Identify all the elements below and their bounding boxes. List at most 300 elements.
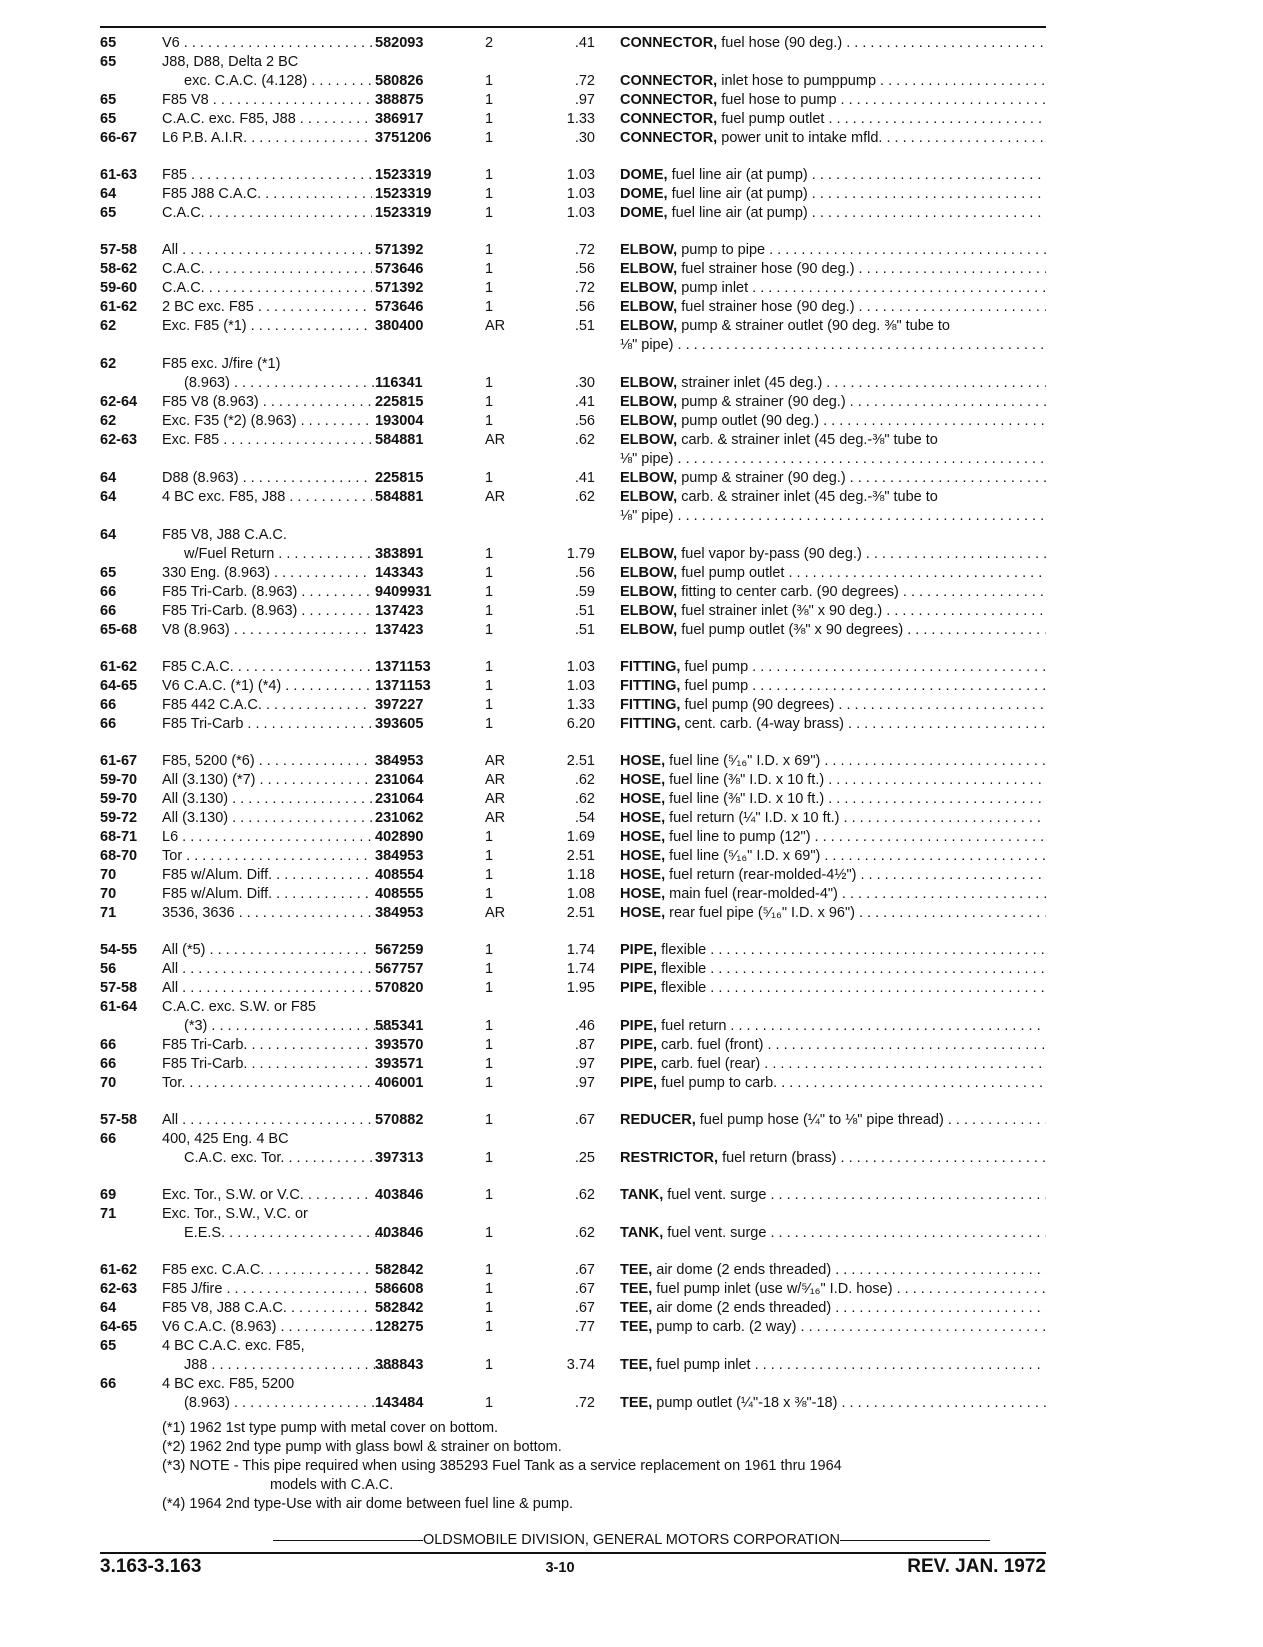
application [162,790,372,809]
part-description: fuel strainer inlet (⅜" x 90 deg.) [681,603,883,619]
part-description: flexible [661,942,707,958]
part-name: FITTING, [620,678,681,694]
footnote [0,1438,1263,1457]
quantity: 1 [485,205,494,221]
table-row [0,110,1263,129]
part-number: 408554 [375,867,424,883]
model-year: 64 [100,489,117,505]
part-description: fuel return (¼" I.D. x 10 ft.) [669,810,840,826]
part-number: 1523319 [375,205,432,221]
part-description: fuel line air (at pump) [671,186,808,202]
model-year: 68-70 [100,848,138,864]
quantity: 1 [485,716,494,732]
quantity: 1 [485,1225,494,1241]
part-description: pump & strainer (90 deg.) [681,470,846,486]
description-continuation-text: ⅛" pipe) [620,508,674,524]
part-number: 393571 [375,1056,424,1072]
part-name: HOSE, [620,753,666,769]
application-text: C.A.C. [162,205,205,221]
footnote [0,1419,1263,1438]
description [620,431,1046,450]
part-name: TEE, [620,1357,653,1373]
application [162,941,372,960]
application [162,545,394,564]
quantity: AR [485,432,506,448]
part-description: flexible [661,980,707,996]
part-description: fuel line air (at pump) [671,167,808,183]
model-year: 57-58 [100,980,138,996]
table-row-continuation [0,507,1263,526]
application [162,1149,394,1168]
application-text: C.A.C. [162,280,205,296]
part-number: 582842 [375,1300,424,1316]
part-name: PIPE, [620,1075,658,1091]
part-description: fuel return (brass) [722,1150,837,1166]
footnotes [0,1419,1263,1514]
description [620,771,1046,790]
description [620,91,1046,110]
application-text: D88 (8.963) [162,470,239,486]
part-description: fuel pump outlet [721,111,825,127]
model-year: 59-70 [100,791,138,807]
price: 1.03 [566,205,595,221]
application-text: Tor [162,848,183,864]
part-name: ELBOW, [620,280,678,296]
part-number: 9409931 [375,584,432,600]
table-row [0,545,1263,564]
quantity: AR [485,318,506,334]
model-year: 54-55 [100,942,138,958]
quantity: 1 [485,848,494,864]
part-number: 586608 [375,1281,424,1297]
model-year: 66 [100,603,117,619]
application [162,1111,372,1130]
description [620,979,1046,998]
application [162,1318,372,1337]
application [162,602,372,621]
quantity: 1 [485,186,494,202]
part-name: ELBOW, [620,375,678,391]
top-rule [100,26,1046,28]
application-text: C.A.C. exc. Tor. [184,1150,285,1166]
model-year: 62-63 [100,1281,138,1297]
application [162,1186,372,1205]
part-description: pump & strainer (90 deg.) [681,394,846,410]
description [620,129,1046,148]
part-number: 585341 [375,1018,424,1034]
price: .56 [574,299,595,315]
page-number: 3-10 [545,1560,575,1576]
part-number: 571392 [375,280,424,296]
application-text: F85 Tri-Carb. (8.963) [162,584,298,600]
table-row [0,298,1263,317]
table-row [0,752,1263,771]
part-description: fuel return (rear-molded-4½") [669,867,857,883]
part-number: 137423 [375,603,424,619]
description [620,941,1046,960]
footnote [0,1457,1263,1495]
part-name: HOSE, [620,867,666,883]
table-row [0,771,1263,790]
application [162,1017,394,1036]
quantity: 1 [485,867,494,883]
application [162,1074,372,1093]
part-number: 3751206 [375,130,432,146]
model-year: 65-68 [100,622,138,638]
price: .25 [574,1150,595,1166]
part-description: fuel vent. surge [667,1225,767,1241]
part-group [0,1261,1263,1413]
part-number: 386917 [375,111,424,127]
application-text: 400, 425 Eng. 4 BC [162,1131,289,1147]
price: .72 [574,280,595,296]
application-text: F85 exc. C.A.C. [162,1262,265,1278]
part-description: fitting to center carb. (90 degrees) [681,584,899,600]
quantity: 1 [485,584,494,600]
description [620,602,1046,621]
quantity: 1 [485,942,494,958]
application-text: All (*5) [162,942,206,958]
application [162,1261,372,1280]
part-number: 570882 [375,1112,424,1128]
table-row [0,904,1263,923]
application-text: F85 V8, J88 C.A.C. [162,527,287,543]
part-description: fuel line (⅜" I.D. x 10 ft.) [669,791,825,807]
part-number: 1371153 [375,659,431,675]
part-description: cent. carb. (4-way brass) [684,716,845,732]
part-number: 584881 [375,489,424,505]
price: .51 [574,318,595,334]
part-name: ELBOW, [620,242,678,258]
quantity: 1 [485,546,494,562]
part-name: ELBOW, [620,299,678,315]
part-name: TEE, [620,1262,653,1278]
model-year: 61-62 [100,1262,138,1278]
table-row [0,53,1263,72]
model-year: 66 [100,1056,117,1072]
quantity: 1 [485,1300,494,1316]
part-number: 571392 [375,242,424,258]
price: 2.51 [566,848,595,864]
application [162,393,372,412]
application [162,1299,372,1318]
description [620,166,1046,185]
part-number: 193004 [375,413,424,429]
price: .72 [574,73,595,89]
division-name: OLDSMOBILE DIVISION, GENERAL MOTORS CORPORATION [422,1532,841,1548]
quantity: AR [485,905,506,921]
price: 6.20 [566,716,595,732]
part-description: fuel pump inlet [656,1357,751,1373]
description [620,828,1046,847]
model-year: 62 [100,356,117,372]
description [620,1036,1046,1055]
part-number: 231064 [375,791,424,807]
model-year: 70 [100,1075,117,1091]
price: .97 [574,92,595,108]
application-text: F85 V8 (8.963) [162,394,259,410]
price: .41 [574,394,595,410]
application-text: 4 BC exc. F85, 5200 [162,1376,295,1392]
description [620,790,1046,809]
footnote-text: (*3) NOTE - This pipe required when using 385293 Fuel Tank as a service replacement on 1961 thru 1964 [162,1458,842,1474]
price: .59 [574,584,595,600]
description [620,866,1046,885]
table-row [0,166,1263,185]
table-row [0,847,1263,866]
price: .51 [574,603,595,619]
part-name: PIPE, [620,961,658,977]
price: .87 [574,1037,595,1053]
model-year: 66 [100,1131,117,1147]
table-row [0,941,1263,960]
description [620,1394,1046,1413]
parts-catalog-table [0,34,1263,1514]
part-description: air dome (2 ends threaded) [656,1300,832,1316]
price: .46 [574,1018,595,1034]
part-number: 231064 [375,772,424,788]
quantity: AR [485,753,506,769]
price: .97 [574,1075,595,1091]
application [162,1356,394,1375]
application [162,715,372,734]
quantity: 1 [485,394,494,410]
application-text: 2 BC exc. F85 [162,299,254,315]
table-row [0,1130,1263,1149]
part-description: main fuel (rear-molded-4") [669,886,838,902]
description [620,1261,1046,1280]
model-year: 61-63 [100,167,138,183]
application [162,752,372,771]
price: .30 [574,375,595,391]
application [162,72,394,91]
application [162,621,372,640]
price: 1.69 [566,829,595,845]
model-year: 61-62 [100,299,138,315]
model-year: 64 [100,186,117,202]
application [162,904,372,923]
application [162,1280,372,1299]
description [620,658,1046,677]
description [620,393,1046,412]
part-number: 582842 [375,1262,424,1278]
table-row [0,1261,1263,1280]
application-text: C.A.C. exc. S.W. or F85 [162,999,316,1015]
application-text: (8.963) [184,375,230,391]
table-row [0,1356,1263,1375]
description [620,110,1046,129]
model-year: 56 [100,961,117,977]
application-text: F85 V8 [162,92,209,108]
table-row [0,241,1263,260]
application-text: F85 C.A.C. [162,659,234,675]
application-text: F85 Tri-Carb. [162,1037,248,1053]
description-continuation-text: ⅛" pipe) [620,337,674,353]
table-row [0,828,1263,847]
part-number: 567259 [375,942,424,958]
description-continuation [620,336,1046,355]
part-description: flexible [661,961,707,977]
price: .62 [574,432,595,448]
quantity: 1 [485,1262,494,1278]
part-name: PIPE, [620,1018,658,1034]
table-row [0,715,1263,734]
part-description: fuel pump (90 degrees) [684,697,835,713]
model-year: 65 [100,565,117,581]
application [162,1205,372,1224]
application-text: C.A.C. [162,261,205,277]
description-continuation-text: ⅛" pipe) [620,451,674,467]
quantity: 1 [485,1150,494,1166]
part-name: DOME, [620,186,668,202]
application [162,110,372,129]
application-text: F85 w/Alum. Diff. [162,867,273,883]
description [620,1111,1046,1130]
application [162,847,372,866]
application-text: J88, D88, Delta 2 BC [162,54,299,70]
part-description: carb. fuel (front) [661,1037,764,1053]
part-description: power unit to intake mfld. [721,130,883,146]
quantity: 2 [485,35,494,51]
application-text: exc. C.A.C. (4.128) [184,73,308,89]
application-text: All (3.130) (*7) [162,772,256,788]
application [162,677,372,696]
model-year: 71 [100,905,117,921]
table-row [0,1055,1263,1074]
part-description: fuel strainer hose (90 deg.) [681,299,855,315]
model-year: 65 [100,54,117,70]
model-year: 59-70 [100,772,138,788]
model-year: 70 [100,886,117,902]
part-group [0,1186,1263,1243]
application-text: C.A.C. exc. F85, J88 [162,111,296,127]
table-row [0,658,1263,677]
part-name: TEE, [620,1300,653,1316]
description [620,809,1046,828]
model-year: 66 [100,584,117,600]
price: .97 [574,1056,595,1072]
table-row [0,34,1263,53]
model-year: 59-60 [100,280,138,296]
table-row [0,583,1263,602]
model-year: 64 [100,527,117,543]
price: 1.79 [566,546,595,562]
application [162,1375,372,1394]
part-number: 116341 [375,375,423,391]
application-text: F85 [162,167,187,183]
application-text: (8.963) [184,1395,230,1411]
description-continuation [620,450,1046,469]
table-row [0,129,1263,148]
quantity: 1 [485,1281,494,1297]
part-number: 397313 [375,1150,424,1166]
part-group [0,941,1263,1093]
description [620,279,1046,298]
model-year: 57-58 [100,1112,138,1128]
table-row [0,469,1263,488]
table-row [0,317,1263,336]
part-description: fuel line (⁵⁄₁₆" I.D. x 69") [669,753,821,769]
part-name: ELBOW, [620,565,678,581]
quantity: AR [485,772,506,788]
footnote [0,1495,1263,1514]
part-number: 384953 [375,848,424,864]
part-number: 397227 [375,697,424,713]
description [620,185,1046,204]
model-year: 66 [100,1376,117,1392]
price: .62 [574,791,595,807]
model-year: 65 [100,111,117,127]
application [162,696,372,715]
application-text: All [162,242,179,258]
price: 2.51 [566,905,595,921]
part-number: 570820 [375,980,424,996]
application [162,91,372,110]
part-number: 408555 [375,886,424,902]
application-text: All [162,1112,179,1128]
part-description: pump to pipe [681,242,766,258]
table-row [0,1111,1263,1130]
part-number: 393570 [375,1037,424,1053]
application [162,355,372,374]
price: .62 [574,772,595,788]
table-row [0,1186,1263,1205]
part-description: fuel pump [684,659,749,675]
quantity: 1 [485,659,494,675]
table-row [0,1299,1263,1318]
application-text: Exc. F85 [162,432,220,448]
part-name: TEE, [620,1319,653,1335]
table-row [0,279,1263,298]
model-year: 57-58 [100,242,138,258]
price: .67 [574,1300,595,1316]
part-name: ELBOW, [620,546,678,562]
application [162,204,372,223]
part-description: fuel pump outlet (⅜" x 90 degrees) [681,622,904,638]
part-description: pump outlet (90 deg.) [681,413,820,429]
part-name: HOSE, [620,886,666,902]
price: .41 [574,35,595,51]
model-year: 64 [100,470,117,486]
price: .67 [574,1112,595,1128]
description [620,1318,1046,1337]
part-number: 584881 [375,432,424,448]
table-row [0,1318,1263,1337]
table-row [0,374,1263,393]
description [620,260,1046,279]
model-year: 62 [100,318,117,334]
table-row [0,393,1263,412]
part-name: HOSE, [620,905,666,921]
part-name: HOSE, [620,848,666,864]
part-name: PIPE, [620,1037,658,1053]
application [162,583,372,602]
description [620,696,1046,715]
application [162,960,372,979]
price: 1.74 [566,942,595,958]
application-text: 4 BC exc. F85, J88 [162,489,286,505]
price: 1.08 [566,886,595,902]
description [620,583,1046,602]
application [162,488,372,507]
part-description: fuel line (⁵⁄₁₆" I.D. x 69") [669,848,821,864]
part-description: pump & strainer outlet (90 deg. ⅜" tube to [681,318,950,334]
table-row-continuation [0,450,1263,469]
application-text: F85 w/Alum. Diff. [162,886,273,902]
table-row [0,1149,1263,1168]
model-year: 65 [100,205,117,221]
table-row [0,960,1263,979]
